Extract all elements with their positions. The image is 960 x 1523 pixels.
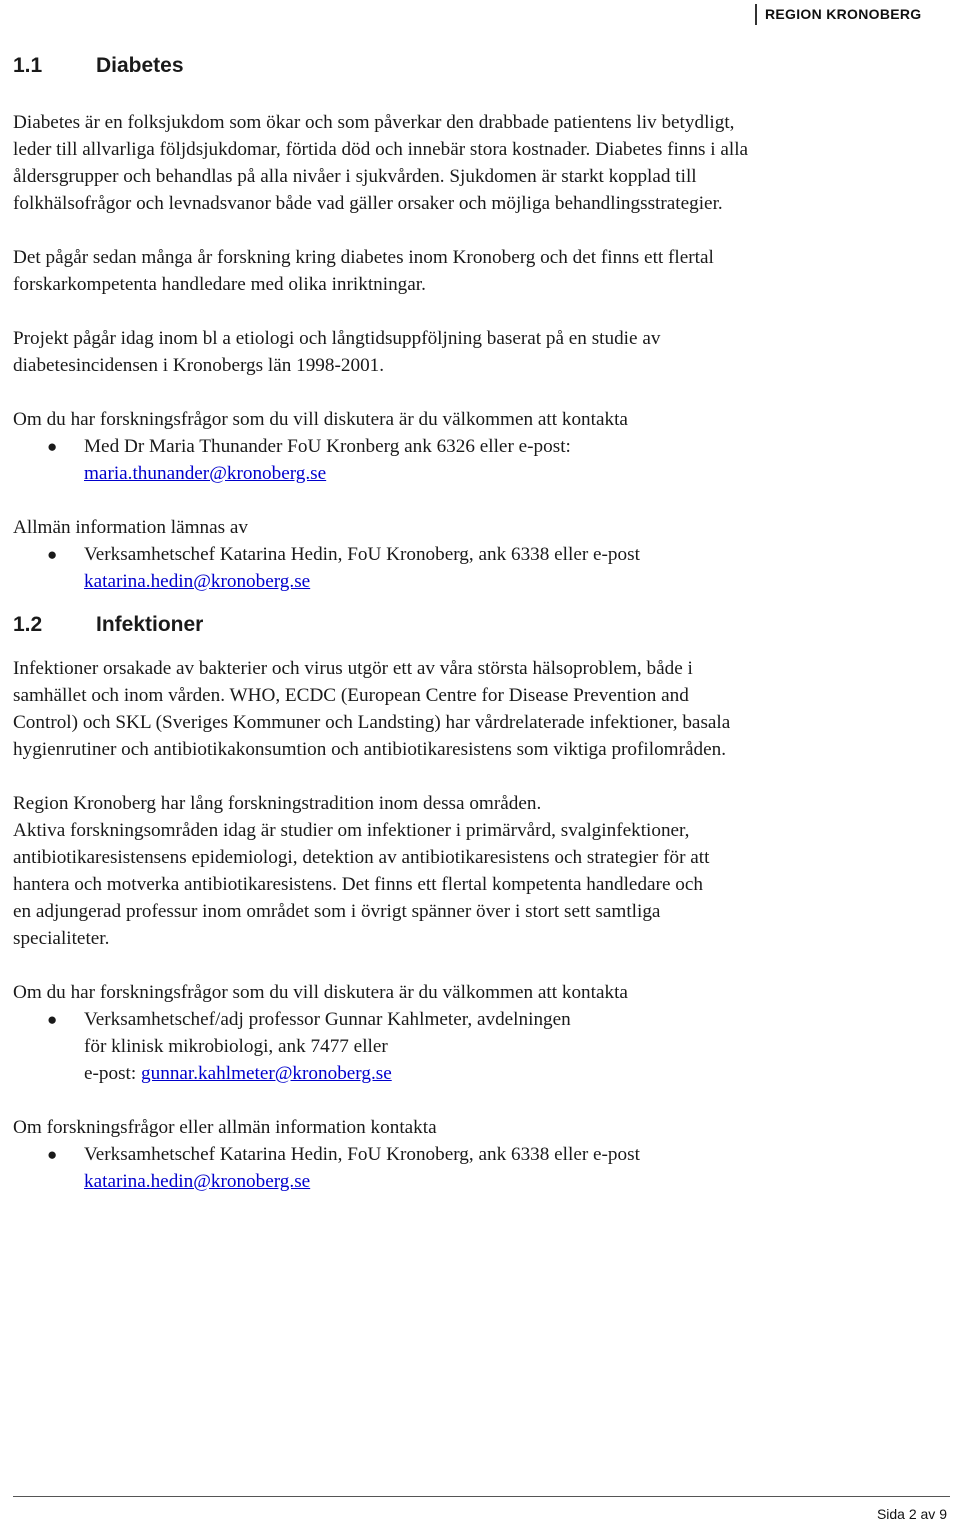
infection-intro-paragraph: Infektioner orsakade av bakterier och virus utgör ett av våra största hälsoproblem, både i samhället och inom vården. WHO, ECDC (European Centre for Disease Prevention and Control) och SKL (Sveriges Kommuner och Landsting) har vårdrelaterade infektioner, basala hygienrutiner och antibiotikakonsumtion och antibiotikaresistens som viktiga profilområden. [13, 658, 731, 760]
list-item [13, 1141, 804, 1195]
list-item [13, 541, 724, 595]
contact-text: Verksamhetschef Katarina Hedin, FoU Kronoberg, ank 6338 eller e-post [84, 1144, 640, 1165]
email-link[interactable]: katarina.hedin@kronoberg.se [84, 571, 311, 592]
section-title: Diabetes [96, 54, 184, 77]
contact-text: Med Dr Maria Thunander FoU Kronberg ank 6326 eller e-post: [84, 436, 571, 457]
infection-contact-list [13, 1006, 813, 1087]
diabetes-project-paragraph: Projekt pågår idag inom bl a etiologi och långtidsuppföljning baserat på en studie av diabetesincidensen i Kronobergs län 1998-2001. [13, 328, 661, 376]
document-body [13, 50, 813, 1195]
infection-contact-intro: Om du har forskningsfrågor som du vill diskutera är du välkommen att kontakta [13, 982, 628, 1003]
infection-general-info-intro: Om forskningsfrågor eller allmän information kontakta [13, 1117, 437, 1138]
diabetes-general-info-intro: Allmän information lämnas av [13, 517, 248, 538]
infection-research-areas: Aktiva forskningsområden idag är studier om infektioner i primärvård, svalginfektioner, antibiotikaresistensens epidemiologi, detektion av antibiotikaresistens och strategier för att hantera och motverka antibiotikaresistens. Det finns ett flertal kompetenta handledare och en adjungerad professur inom området som i övrigt spänner över i stort sett samtliga specialiteter. [13, 820, 710, 949]
diabetes-contact-list [13, 433, 813, 487]
diabetes-contact-intro: Om du har forskningsfrågor som du vill diskutera är du välkommen att kontakta [13, 409, 628, 430]
bullet-icon: ● [47, 545, 58, 564]
contact-line: för klinisk mikrobiologi, ank 7477 eller [84, 1036, 388, 1057]
infection-research-lead: Region Kronoberg har lång forskningstradition inom dessa områden. [13, 793, 542, 814]
section-heading-diabetes [13, 50, 813, 82]
section-title: Infektioner [96, 613, 204, 636]
email-link[interactable]: gunnar.kahlmeter@kronoberg.se [141, 1063, 392, 1084]
diabetes-research-paragraph: Det pågår sedan många år forskning kring diabetes inom Kronoberg och det finns ett flertal forskarkompetenta handledare med olika inriktningar. [13, 247, 714, 295]
list-item [13, 433, 704, 487]
diabetes-intro-paragraph: Diabetes är en folksjukdom som ökar och som påverkar den drabbade patientens liv betydligt, leder till allvarliga följdsjukdomar, förtida död och innebär stora kostnader. Diabetes finns i alla åldersgrupper och behandlas på alla nivåer i sjukvården. Sjukdomen är starkt kopplad till folkhälsofrågor och levnadsvanor både vad gäller orsaker och möjliga behandlingsstrategier. [13, 112, 749, 214]
infection-general-contact-list [13, 1141, 813, 1195]
email-link[interactable]: maria.thunander@kronoberg.se [84, 463, 327, 484]
contact-text: Verksamhetschef Katarina Hedin, FoU Kronoberg, ank 6338 eller e-post [84, 544, 640, 565]
section-number: 1.2 [13, 613, 43, 636]
contact-text: e-post: [84, 1063, 142, 1084]
diabetes-general-contact-list [13, 541, 813, 595]
section-heading-infektioner [13, 609, 813, 641]
bullet-icon: ● [47, 1145, 58, 1164]
email-link[interactable]: katarina.hedin@kronoberg.se [84, 1171, 311, 1192]
contact-line: Verksamhetschef/adj professor Gunnar Kahlmeter, avdelningen [84, 1009, 571, 1030]
page-number: Sida 2 av 9 [876, 1506, 947, 1522]
footer-divider [13, 1496, 950, 1497]
list-item [13, 1006, 813, 1087]
section-number: 1.1 [13, 54, 43, 77]
header-organization: REGION KRONOBERG [755, 4, 921, 25]
bullet-icon: ● [47, 1010, 58, 1029]
bullet-icon: ● [47, 437, 58, 456]
infection-research-paragraph [13, 790, 713, 952]
